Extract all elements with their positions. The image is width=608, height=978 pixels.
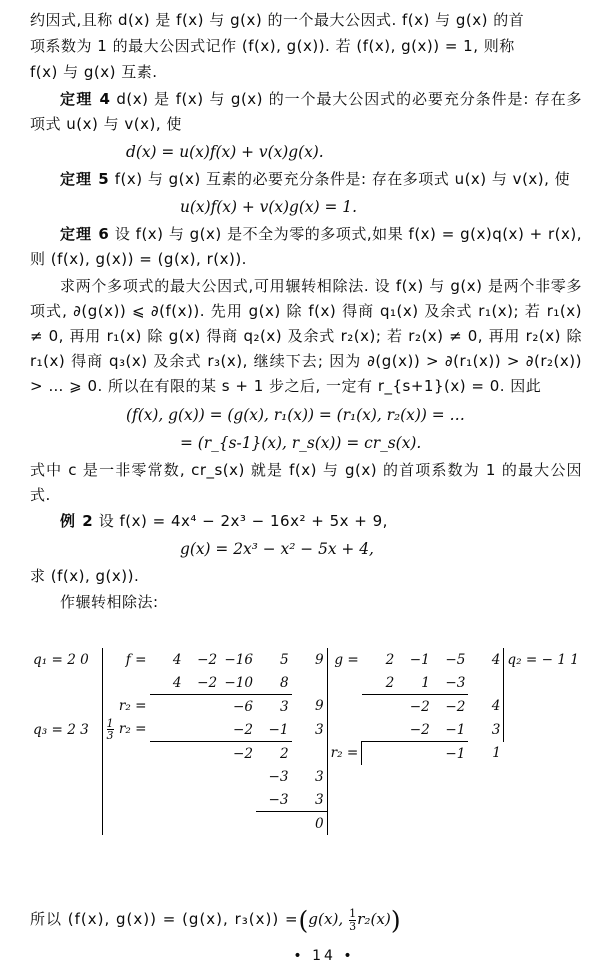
table-row bbox=[30, 671, 582, 695]
close-paren: ) bbox=[390, 906, 401, 935]
cell bbox=[292, 671, 328, 695]
cell bbox=[185, 788, 221, 812]
text-line: 约因式,且称 d(x) 是 f(x) 与 g(x) 的一个最大公因式. f(x) 与 g(x) 的首 bbox=[30, 11, 525, 29]
cell: −3 bbox=[268, 768, 289, 785]
spacer bbox=[433, 765, 469, 788]
spacer bbox=[30, 695, 102, 719]
cell: −3 bbox=[433, 671, 469, 695]
spacer bbox=[504, 695, 582, 719]
cell: 2 bbox=[362, 671, 398, 695]
division-grid bbox=[30, 648, 582, 835]
cell: 1 bbox=[492, 745, 501, 762]
one-third-fraction: $\frac{1}{3}$ bbox=[349, 907, 357, 933]
spacer bbox=[327, 812, 362, 836]
spacer bbox=[504, 812, 582, 836]
cell bbox=[185, 812, 221, 836]
cell: −2 bbox=[445, 698, 466, 715]
spacer bbox=[30, 765, 102, 788]
cell: 5 bbox=[279, 651, 289, 668]
cell: 4 bbox=[468, 695, 504, 719]
spacer bbox=[102, 671, 150, 695]
cell: −2 bbox=[220, 718, 256, 742]
spacer bbox=[327, 695, 362, 719]
cell: 3 bbox=[292, 765, 328, 788]
cell: 1 bbox=[397, 671, 433, 695]
spacer bbox=[504, 718, 582, 742]
euclidean-algorithm-paragraph bbox=[30, 274, 582, 400]
cell: −1 bbox=[409, 651, 430, 668]
spacer bbox=[433, 788, 469, 812]
spacer bbox=[327, 718, 362, 742]
cell bbox=[362, 695, 398, 719]
cell: −2 bbox=[197, 651, 218, 668]
q1-cell bbox=[30, 648, 102, 671]
spacer bbox=[504, 742, 582, 766]
long-division-table bbox=[30, 648, 582, 835]
page-body bbox=[30, 8, 582, 617]
cell bbox=[150, 718, 185, 742]
spacer bbox=[504, 765, 582, 788]
spacer bbox=[102, 742, 150, 766]
cell: 9 bbox=[292, 648, 328, 671]
final-conclusion bbox=[30, 906, 401, 935]
algorithm-formula-2: = (r_{s-1}(x), r_s(x)) = cr_s(x). bbox=[180, 433, 422, 452]
spacer bbox=[468, 788, 504, 812]
spacer bbox=[397, 765, 433, 788]
cell: −5 bbox=[445, 651, 466, 668]
cell: −3 bbox=[256, 788, 292, 812]
cell bbox=[150, 788, 185, 812]
cell bbox=[362, 742, 398, 766]
spacer bbox=[362, 812, 398, 836]
spacer bbox=[468, 765, 504, 788]
table-row bbox=[30, 742, 582, 766]
spacer bbox=[30, 671, 102, 695]
theorem-5-text: f(x) 与 g(x) 互素的必要充分条件是: 存在多项式 u(x) 与 v(x), 使 bbox=[114, 170, 571, 189]
cell: −1 bbox=[445, 745, 466, 762]
cell bbox=[150, 812, 185, 836]
cell bbox=[220, 765, 256, 788]
q3-label: q₃ = bbox=[33, 721, 63, 738]
cell bbox=[185, 695, 221, 719]
spacer bbox=[362, 765, 398, 788]
cell: 3 bbox=[292, 718, 328, 742]
example-2-heading bbox=[30, 509, 582, 534]
cell: −2 bbox=[185, 671, 221, 695]
q1-value: 2 0 bbox=[67, 651, 89, 668]
cell bbox=[220, 788, 256, 812]
table-row bbox=[30, 695, 582, 719]
cell: 4 bbox=[172, 651, 182, 668]
text-line: 求 (f(x), g(x)). bbox=[30, 567, 140, 586]
theorem-4-label: 定理 4 bbox=[60, 89, 111, 108]
cell bbox=[185, 765, 221, 788]
cell: 4 bbox=[150, 671, 185, 695]
cell bbox=[292, 742, 328, 766]
table-row bbox=[30, 765, 582, 788]
open-paren: ( bbox=[298, 906, 309, 935]
conclusion-r-term: r₂(x) bbox=[357, 910, 391, 928]
q1-label: q₁ = bbox=[33, 651, 63, 668]
text-line: 作辗转相除法: bbox=[60, 593, 159, 612]
text-line: 求两个多项式的最大公因式,可用辗转相除法. 设 f(x) 与 g(x) 是两个非零多项式, ∂(g(x)) ⩽ ∂(f(x)). 先用 g(x) 除 f(x) 得商 q₁(x) 及余式 r₁(x); 若 r₁(x) ≠ 0, 再用 r₁(x) 除 g(x) 得商 q₂(x) 及余式 r₂(x); 若 r₂(x) ≠ 0, 再用 r₂(x) 除 r₁(x) 得商 q₃(x) 及余式 r₃(x), 继续下去; 因为 ∂(g(x)) > ∂(r₁(x)) > ∂(r₂(x)) > … ⩾ 0. 所以在有限的某 s + 1 步之后, 一定有 r_{s+1}(x) = 0. 因此 bbox=[30, 276, 582, 396]
cell: 3 bbox=[292, 788, 328, 812]
cell: 4 bbox=[468, 648, 504, 671]
theorem-6 bbox=[30, 222, 582, 272]
theorem-5-label: 定理 5 bbox=[60, 170, 110, 189]
spacer bbox=[102, 812, 150, 836]
spacer bbox=[102, 765, 150, 788]
example-2-method bbox=[30, 590, 582, 615]
spacer bbox=[397, 788, 433, 812]
theorem-5 bbox=[30, 167, 582, 192]
cell: 2 bbox=[385, 651, 395, 668]
cell bbox=[185, 742, 221, 766]
r2-label-cell: r₂ = bbox=[102, 695, 150, 719]
example-2-g: g(x) = 2x³ − x² − 5x + 4, bbox=[180, 540, 374, 559]
spacer bbox=[397, 812, 433, 836]
text-line: 项系数为 1 的最大公因式记作 (f(x), g(x)). 若 (f(x), g(x)) = 1, 则称 bbox=[30, 37, 515, 56]
cell: 8 bbox=[256, 671, 292, 695]
cell bbox=[150, 765, 185, 788]
cell bbox=[256, 812, 292, 836]
cell: −2 bbox=[397, 718, 433, 742]
theorem-4-text: d(x) 是 f(x) 与 g(x) 的一个最大公因式的必要充分条件是: 存在多项式 u(x) 与 v(x), 使 bbox=[30, 89, 582, 133]
page-number: • 14 • bbox=[293, 948, 355, 964]
cell bbox=[185, 718, 221, 742]
algorithm-formula-1: (f(x), g(x)) = (g(x), r₁(x)) = (r₁(x), r₂(x)) = … bbox=[126, 405, 465, 424]
spacer bbox=[327, 671, 362, 695]
theorem-4 bbox=[30, 87, 582, 137]
example-2-label: 例 2 bbox=[60, 512, 94, 531]
cell bbox=[220, 812, 256, 836]
cell: 9 bbox=[292, 695, 328, 719]
r2-third-label-cell: $\frac{1}{3}$ r₂ = bbox=[102, 718, 150, 742]
spacer bbox=[362, 788, 398, 812]
spacer bbox=[30, 812, 102, 836]
spacer bbox=[327, 765, 362, 788]
theorem-6-text: 设 f(x) 与 g(x) 是不全为零的多项式,如果 f(x) = g(x)q(x) + r(x), 则 (f(x), g(x)) = (g(x), r(x)). bbox=[30, 225, 582, 269]
cell: −10 bbox=[220, 671, 256, 695]
spacer bbox=[30, 742, 102, 766]
cell: −1 bbox=[433, 718, 469, 742]
text-line: 式中 c 是一非零常数, cr_s(x) 就是 f(x) 与 g(x) 的首项系数为 1 的最大公因式. bbox=[30, 460, 582, 504]
cell: 0 bbox=[292, 812, 328, 836]
theorem-6-label: 定理 6 bbox=[60, 225, 110, 244]
f-label-cell: f = bbox=[102, 648, 150, 671]
cell bbox=[150, 742, 185, 766]
table-row bbox=[30, 812, 582, 836]
q2-cell bbox=[504, 648, 582, 671]
spacer bbox=[504, 788, 582, 812]
cell bbox=[397, 742, 433, 766]
table-row bbox=[30, 718, 582, 742]
paragraph-continued-line1 bbox=[30, 8, 582, 33]
spacer bbox=[433, 812, 469, 836]
example-2-question bbox=[30, 564, 582, 589]
text-line: f(x) 与 g(x) 互素. bbox=[30, 63, 158, 82]
example-2-f: 设 f(x) = 4x⁴ − 2x³ − 16x² + 5x + 9, bbox=[98, 512, 388, 531]
one-third-fraction: $\frac{1}{3}$ bbox=[106, 717, 114, 743]
cell: −1 bbox=[256, 718, 292, 742]
spacer bbox=[504, 671, 582, 695]
q2-label: q₂ = bbox=[507, 651, 538, 668]
cell: −2 bbox=[409, 698, 430, 715]
spacer bbox=[30, 788, 102, 812]
cell: −6 bbox=[233, 698, 254, 715]
cell: 3 bbox=[279, 698, 289, 715]
paragraph-continued-line3 bbox=[30, 60, 582, 85]
table-row bbox=[30, 648, 582, 671]
cell bbox=[362, 718, 398, 742]
cell: 2 bbox=[279, 745, 289, 762]
algorithm-conclusion-paragraph bbox=[30, 458, 582, 508]
q2-value: − 1 1 bbox=[541, 651, 579, 668]
conclusion-g-term: g(x), bbox=[308, 910, 344, 928]
q3-cell bbox=[30, 718, 102, 742]
table-row bbox=[30, 788, 582, 812]
paragraph-continued-line2 bbox=[30, 34, 582, 59]
r2-right-label-cell: r₂ = bbox=[327, 742, 362, 766]
cell bbox=[150, 695, 185, 719]
g-label-cell: g = bbox=[334, 651, 359, 668]
cell: 3 bbox=[468, 718, 504, 742]
cell bbox=[468, 671, 504, 695]
spacer bbox=[468, 812, 504, 836]
cell: −2 bbox=[233, 745, 254, 762]
theorem-4-formula: d(x) = u(x)f(x) + v(x)g(x). bbox=[126, 143, 324, 162]
cell: −16 bbox=[224, 651, 254, 668]
theorem-5-formula: u(x)f(x) + v(x)g(x) = 1. bbox=[180, 198, 357, 217]
spacer bbox=[327, 788, 362, 812]
q3-value: 2 3 bbox=[67, 721, 89, 738]
spacer bbox=[102, 788, 150, 812]
conclusion-text: 所以 (f(x), g(x)) = (g(x), r₃(x)) = bbox=[30, 910, 299, 928]
